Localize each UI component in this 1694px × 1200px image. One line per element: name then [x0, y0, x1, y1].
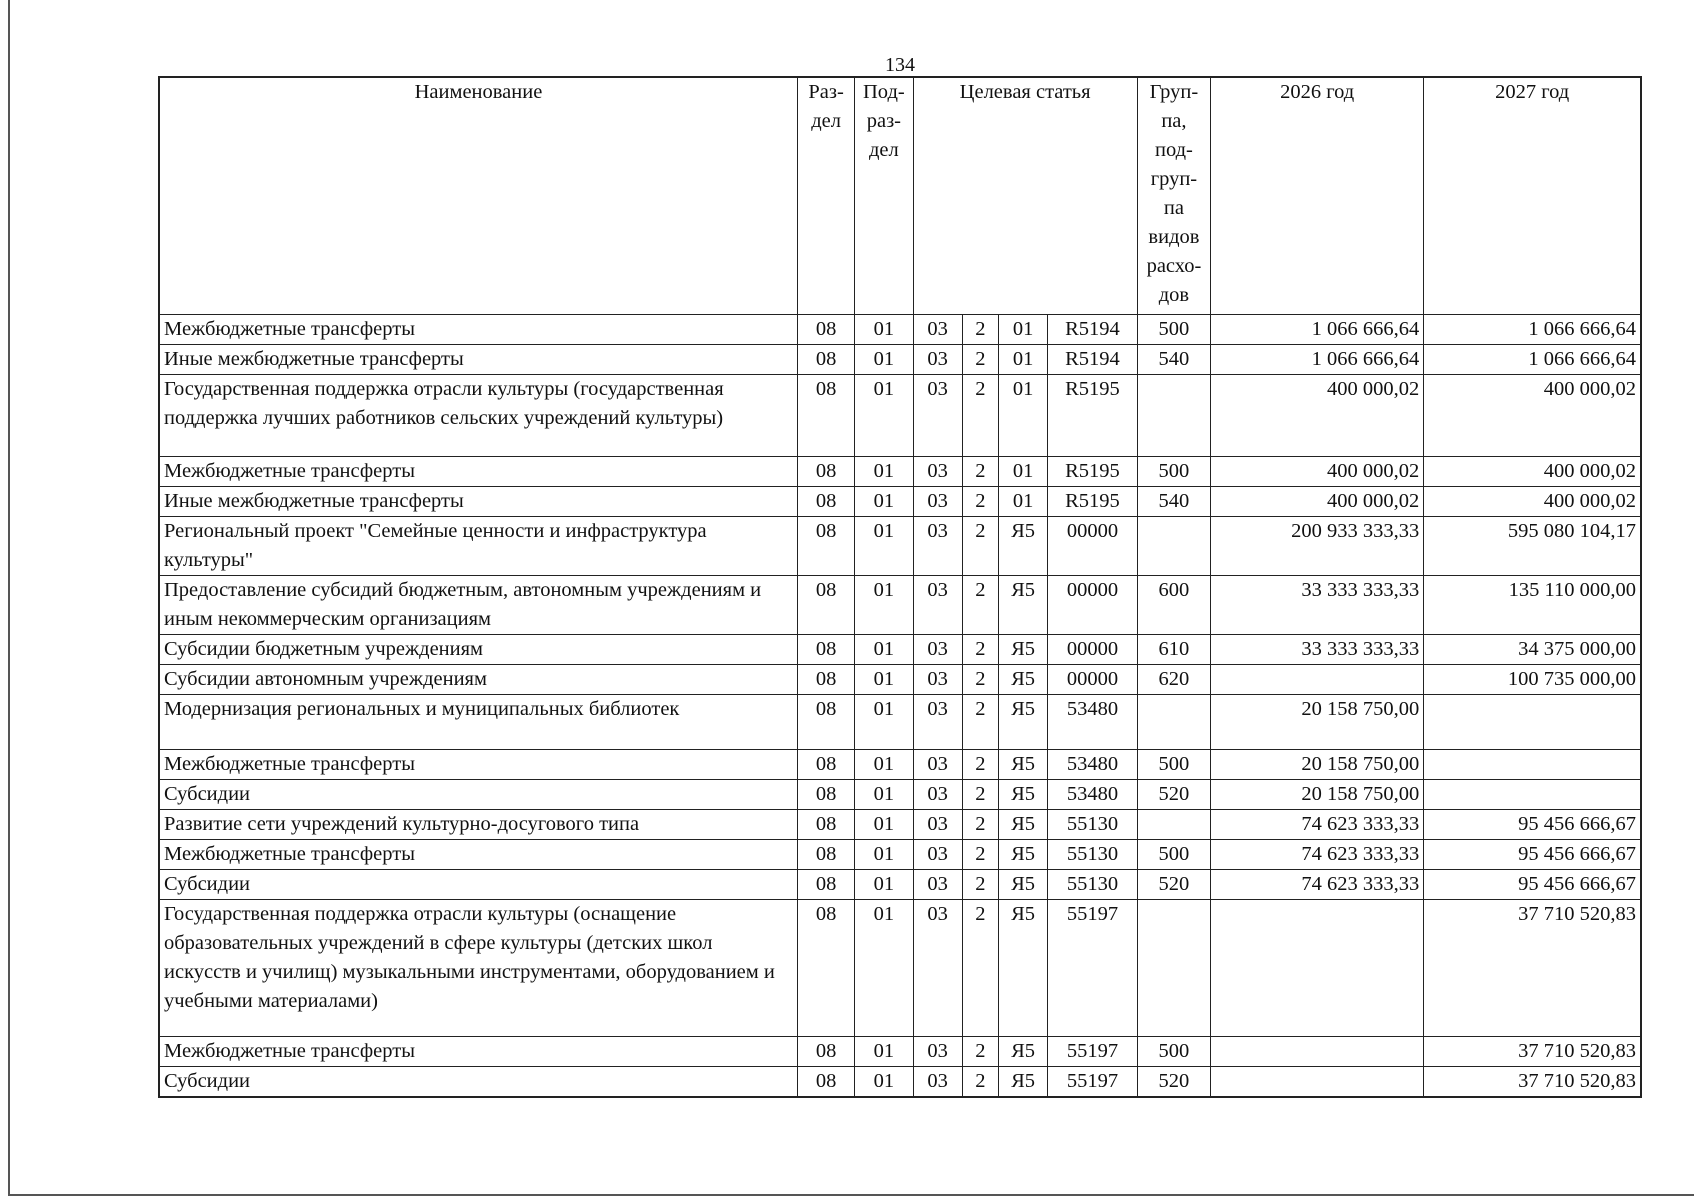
- row-expense-group: 540: [1137, 487, 1210, 517]
- row-expense-group: 500: [1137, 1037, 1210, 1067]
- row-target-event: Я5: [998, 750, 1047, 780]
- row-target-subprogram: 2: [962, 695, 998, 750]
- row-target-direction: 53480: [1048, 750, 1138, 780]
- row-expense-group: 620: [1137, 665, 1210, 695]
- table-row: [159, 315, 1641, 345]
- row-name: Государственная поддержка отрасли культуры (государственная поддержка лучших работников сельских учреждений культуры): [159, 375, 797, 457]
- row-amount-2027: 37 710 520,83: [1424, 1067, 1641, 1098]
- row-target-event: Я5: [998, 840, 1047, 870]
- row-podrazdel: 01: [855, 1067, 913, 1098]
- row-podrazdel: 01: [855, 576, 913, 635]
- page-number: 134: [885, 54, 915, 76]
- row-expense-group: [1137, 695, 1210, 750]
- table-row: [159, 840, 1641, 870]
- row-expense-group: [1137, 810, 1210, 840]
- row-podrazdel: 01: [855, 635, 913, 665]
- table-row: [159, 576, 1641, 635]
- row-target-direction: 55197: [1048, 1067, 1138, 1098]
- row-target-subprogram: 2: [962, 457, 998, 487]
- row-target-event: Я5: [998, 1037, 1047, 1067]
- row-amount-2027: 100 735 000,00: [1424, 665, 1641, 695]
- row-expense-group: 520: [1137, 780, 1210, 810]
- row-name: Межбюджетные трансферты: [159, 315, 797, 345]
- row-razdel: 08: [797, 1067, 854, 1098]
- row-amount-2026: 1 066 666,64: [1211, 345, 1424, 375]
- row-razdel: 08: [797, 840, 854, 870]
- row-amount-2027: [1424, 780, 1641, 810]
- table-row: [159, 665, 1641, 695]
- row-target-program: 03: [913, 375, 962, 457]
- row-target-program: 03: [913, 695, 962, 750]
- row-target-event: 01: [998, 345, 1047, 375]
- table-row: [159, 457, 1641, 487]
- row-target-subprogram: 2: [962, 665, 998, 695]
- row-expense-group: 520: [1137, 1067, 1210, 1098]
- row-podrazdel: 01: [855, 457, 913, 487]
- table-row: [159, 1037, 1641, 1067]
- row-target-subprogram: 2: [962, 517, 998, 576]
- row-razdel: 08: [797, 375, 854, 457]
- row-target-program: 03: [913, 665, 962, 695]
- row-expense-group: [1137, 375, 1210, 457]
- row-podrazdel: 01: [855, 870, 913, 900]
- row-razdel: 08: [797, 457, 854, 487]
- row-expense-group: 610: [1137, 635, 1210, 665]
- row-target-direction: 00000: [1048, 517, 1138, 576]
- row-amount-2026: [1211, 665, 1424, 695]
- row-amount-2027: 95 456 666,67: [1424, 870, 1641, 900]
- table-body: [159, 315, 1641, 1098]
- row-expense-group: 520: [1137, 870, 1210, 900]
- row-amount-2026: [1211, 1037, 1424, 1067]
- row-amount-2026: [1211, 1067, 1424, 1098]
- table-row: [159, 487, 1641, 517]
- row-target-program: 03: [913, 750, 962, 780]
- row-name: Субсидии автономным учреждениям: [159, 665, 797, 695]
- row-amount-2027: 400 000,02: [1424, 457, 1641, 487]
- row-target-event: 01: [998, 315, 1047, 345]
- table-row: [159, 900, 1641, 1037]
- row-amount-2026: 400 000,02: [1211, 457, 1424, 487]
- row-amount-2027: [1424, 695, 1641, 750]
- row-target-program: 03: [913, 315, 962, 345]
- row-target-direction: R5195: [1048, 457, 1138, 487]
- row-name: Субсидии: [159, 780, 797, 810]
- row-target-event: Я5: [998, 1067, 1047, 1098]
- row-razdel: 08: [797, 870, 854, 900]
- row-target-subprogram: 2: [962, 1067, 998, 1098]
- row-razdel: 08: [797, 695, 854, 750]
- row-target-event: Я5: [998, 576, 1047, 635]
- row-name: Межбюджетные трансферты: [159, 457, 797, 487]
- scan-border-bottom: [8, 1194, 1694, 1196]
- row-target-direction: 55197: [1048, 1037, 1138, 1067]
- row-podrazdel: 01: [855, 375, 913, 457]
- row-amount-2026: 1 066 666,64: [1211, 315, 1424, 345]
- row-target-program: 03: [913, 457, 962, 487]
- row-amount-2027: 400 000,02: [1424, 487, 1641, 517]
- row-name: Развитие сети учреждений культурно-досугового типа: [159, 810, 797, 840]
- row-target-program: 03: [913, 517, 962, 576]
- row-amount-2027: 95 456 666,67: [1424, 840, 1641, 870]
- row-target-program: 03: [913, 345, 962, 375]
- table-header-row: [159, 77, 1641, 315]
- row-target-event: Я5: [998, 870, 1047, 900]
- row-amount-2027: 1 066 666,64: [1424, 345, 1641, 375]
- row-amount-2026: 74 623 333,33: [1211, 870, 1424, 900]
- row-razdel: 08: [797, 780, 854, 810]
- row-target-direction: R5194: [1048, 345, 1138, 375]
- row-target-direction: R5194: [1048, 315, 1138, 345]
- row-amount-2027: 400 000,02: [1424, 375, 1641, 457]
- row-razdel: 08: [797, 487, 854, 517]
- table-row: [159, 1067, 1641, 1098]
- row-target-program: 03: [913, 900, 962, 1037]
- row-amount-2026: 20 158 750,00: [1211, 780, 1424, 810]
- row-name: Региональный проект "Семейные ценности и инфраструктура культуры": [159, 517, 797, 576]
- row-target-event: Я5: [998, 635, 1047, 665]
- row-target-subprogram: 2: [962, 900, 998, 1037]
- row-target-event: Я5: [998, 810, 1047, 840]
- row-amount-2026: 20 158 750,00: [1211, 750, 1424, 780]
- row-podrazdel: 01: [855, 345, 913, 375]
- row-name: Иные межбюджетные трансферты: [159, 345, 797, 375]
- row-name: Субсидии бюджетным учреждениям: [159, 635, 797, 665]
- row-target-subprogram: 2: [962, 1037, 998, 1067]
- header-target: Целевая статья: [913, 77, 1137, 315]
- row-name: Субсидии: [159, 1067, 797, 1098]
- row-target-direction: 55197: [1048, 900, 1138, 1037]
- row-name: Межбюджетные трансферты: [159, 750, 797, 780]
- row-razdel: 08: [797, 665, 854, 695]
- row-target-event: 01: [998, 375, 1047, 457]
- row-target-direction: 53480: [1048, 780, 1138, 810]
- row-amount-2027: 1 066 666,64: [1424, 315, 1641, 345]
- header-2026: 2026 год: [1211, 77, 1424, 315]
- row-target-subprogram: 2: [962, 840, 998, 870]
- table-row: [159, 870, 1641, 900]
- row-target-program: 03: [913, 576, 962, 635]
- row-amount-2026: 400 000,02: [1211, 487, 1424, 517]
- row-expense-group: 500: [1137, 840, 1210, 870]
- row-expense-group: [1137, 517, 1210, 576]
- row-amount-2026: 400 000,02: [1211, 375, 1424, 457]
- row-razdel: 08: [797, 750, 854, 780]
- row-razdel: 08: [797, 810, 854, 840]
- row-target-direction: 53480: [1048, 695, 1138, 750]
- row-podrazdel: 01: [855, 665, 913, 695]
- row-amount-2027: 95 456 666,67: [1424, 810, 1641, 840]
- row-target-direction: 00000: [1048, 665, 1138, 695]
- table-row: [159, 635, 1641, 665]
- row-razdel: 08: [797, 635, 854, 665]
- row-target-direction: 55130: [1048, 810, 1138, 840]
- scan-border-left: [8, 0, 10, 1196]
- row-razdel: 08: [797, 517, 854, 576]
- row-podrazdel: 01: [855, 840, 913, 870]
- row-target-program: 03: [913, 1067, 962, 1098]
- row-target-program: 03: [913, 635, 962, 665]
- header-2027: 2027 год: [1424, 77, 1641, 315]
- row-amount-2027: 135 110 000,00: [1424, 576, 1641, 635]
- row-name: Субсидии: [159, 870, 797, 900]
- row-amount-2026: 74 623 333,33: [1211, 840, 1424, 870]
- row-podrazdel: 01: [855, 900, 913, 1037]
- row-name: Иные межбюджетные трансферты: [159, 487, 797, 517]
- table-row: [159, 750, 1641, 780]
- table-row: [159, 517, 1641, 576]
- row-target-program: 03: [913, 870, 962, 900]
- table-row: [159, 810, 1641, 840]
- row-target-subprogram: 2: [962, 345, 998, 375]
- row-name: Межбюджетные трансферты: [159, 840, 797, 870]
- row-podrazdel: 01: [855, 810, 913, 840]
- row-podrazdel: 01: [855, 1037, 913, 1067]
- row-target-direction: R5195: [1048, 375, 1138, 457]
- row-razdel: 08: [797, 345, 854, 375]
- row-expense-group: 500: [1137, 750, 1210, 780]
- row-target-program: 03: [913, 1037, 962, 1067]
- row-name: Межбюджетные трансферты: [159, 1037, 797, 1067]
- row-razdel: 08: [797, 1037, 854, 1067]
- row-target-event: Я5: [998, 517, 1047, 576]
- row-name: Государственная поддержка отрасли культуры (оснащение образовательных учреждений в сфере культуры (детских школ искусств и училищ) музыкальными инструментами, оборудованием и учебными материалами): [159, 900, 797, 1037]
- row-target-event: 01: [998, 457, 1047, 487]
- row-amount-2027: 37 710 520,83: [1424, 900, 1641, 1037]
- row-target-event: Я5: [998, 780, 1047, 810]
- row-target-subprogram: 2: [962, 576, 998, 635]
- row-podrazdel: 01: [855, 487, 913, 517]
- row-expense-group: 600: [1137, 576, 1210, 635]
- row-target-subprogram: 2: [962, 487, 998, 517]
- header-group: Груп- па, под- груп- па видов расхо- дов: [1137, 77, 1210, 315]
- row-amount-2026: 33 333 333,33: [1211, 576, 1424, 635]
- row-amount-2027: [1424, 750, 1641, 780]
- header-razdel: Раз- дел: [797, 77, 854, 315]
- row-amount-2027: 595 080 104,17: [1424, 517, 1641, 576]
- row-podrazdel: 01: [855, 780, 913, 810]
- row-expense-group: [1137, 900, 1210, 1037]
- row-target-subprogram: 2: [962, 780, 998, 810]
- row-target-program: 03: [913, 840, 962, 870]
- row-expense-group: 500: [1137, 315, 1210, 345]
- row-target-event: Я5: [998, 695, 1047, 750]
- row-podrazdel: 01: [855, 517, 913, 576]
- row-target-subprogram: 2: [962, 315, 998, 345]
- row-expense-group: 540: [1137, 345, 1210, 375]
- row-target-direction: 00000: [1048, 635, 1138, 665]
- row-amount-2027: 34 375 000,00: [1424, 635, 1641, 665]
- row-razdel: 08: [797, 315, 854, 345]
- row-amount-2026: [1211, 900, 1424, 1037]
- row-target-direction: 00000: [1048, 576, 1138, 635]
- row-name: Предоставление субсидий бюджетным, автономным учреждениям и иным некоммерческим организациям: [159, 576, 797, 635]
- header-name: Наименование: [159, 77, 797, 315]
- row-podrazdel: 01: [855, 695, 913, 750]
- table-row: [159, 375, 1641, 457]
- table-row: [159, 345, 1641, 375]
- row-target-subprogram: 2: [962, 750, 998, 780]
- row-target-subprogram: 2: [962, 375, 998, 457]
- header-podrazdel: Под- раз- дел: [855, 77, 913, 315]
- row-target-event: 01: [998, 487, 1047, 517]
- row-target-subprogram: 2: [962, 635, 998, 665]
- row-podrazdel: 01: [855, 750, 913, 780]
- row-razdel: 08: [797, 900, 854, 1037]
- row-target-subprogram: 2: [962, 810, 998, 840]
- row-razdel: 08: [797, 576, 854, 635]
- row-target-direction: 55130: [1048, 870, 1138, 900]
- row-podrazdel: 01: [855, 315, 913, 345]
- row-target-program: 03: [913, 780, 962, 810]
- table-row: [159, 695, 1641, 750]
- row-target-event: Я5: [998, 665, 1047, 695]
- row-target-direction: 55130: [1048, 840, 1138, 870]
- row-amount-2026: 200 933 333,33: [1211, 517, 1424, 576]
- row-amount-2026: 33 333 333,33: [1211, 635, 1424, 665]
- budget-table: [158, 76, 1642, 1098]
- row-target-direction: R5195: [1048, 487, 1138, 517]
- row-target-program: 03: [913, 487, 962, 517]
- row-target-subprogram: 2: [962, 870, 998, 900]
- row-target-event: Я5: [998, 900, 1047, 1037]
- row-name: Модернизация региональных и муниципальных библиотек: [159, 695, 797, 750]
- row-target-program: 03: [913, 810, 962, 840]
- row-amount-2026: 74 623 333,33: [1211, 810, 1424, 840]
- row-amount-2027: 37 710 520,83: [1424, 1037, 1641, 1067]
- row-amount-2026: 20 158 750,00: [1211, 695, 1424, 750]
- row-expense-group: 500: [1137, 457, 1210, 487]
- table-row: [159, 780, 1641, 810]
